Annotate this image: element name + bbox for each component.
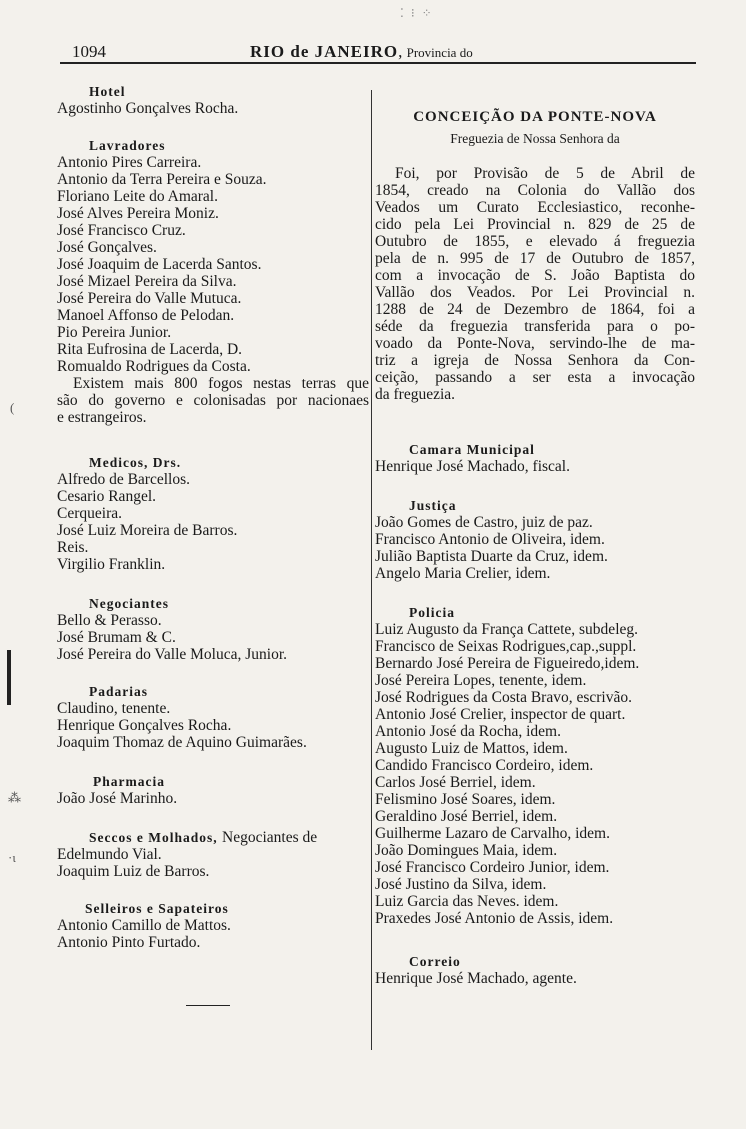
paragraph-line: com a invocação de S. João Baptista do (375, 267, 695, 284)
paragraph-line: voado da Ponte-Nova, servindo-lhe de ma- (375, 335, 695, 352)
section-heading-camara: Camara Municipal (409, 442, 535, 457)
list-item: Luiz Augusto da França Cattete, subdeleg. (375, 621, 639, 638)
list-item: Edelmundo Vial. (57, 846, 162, 863)
paragraph-line: Outubro de 1855, e elevado á freguezia (375, 233, 695, 250)
list-item: Henrique José Machado, agente. (375, 970, 577, 987)
list-item: Virgilio Franklin. (57, 556, 166, 573)
paragraph-line: pela de n. 995 de 17 de Outubro de 1857, (375, 250, 695, 267)
section-heading-negociantes: Negociantes (89, 596, 169, 611)
left-column (57, 83, 369, 951)
list-item: José Francisco Cruz. (57, 222, 186, 239)
list-item: Antonio Pires Carreira. (57, 154, 202, 171)
paragraph-line: cido pela Lei Provincial n. 829 de 25 de (375, 216, 695, 233)
paragraph-line: séde da freguezia transferida para o po- (375, 318, 695, 335)
list-policia (375, 621, 695, 927)
list-item: Luiz Garcia das Neves. idem. (375, 893, 559, 910)
list-item: José Pereira do Valle Moluca, Junior. (57, 646, 288, 663)
note-line: e estrangeiros. (57, 409, 147, 426)
list-pharmacia (57, 790, 369, 807)
list-item: José Pereira do Valle Mutuca. (57, 290, 242, 307)
section-heading-policia: Policia (409, 605, 455, 620)
paragraph-line: Veados um Curato Ecclesiastico, reconhe- (375, 199, 695, 216)
list-item: José Justino da Silva, idem. (375, 876, 547, 893)
list-item: Pio Pereira Junior. (57, 324, 172, 341)
list-item: Henrique José Machado, fiscal. (375, 458, 570, 475)
list-item: Antonio da Terra Pereira e Souza. (57, 171, 267, 188)
list-item: Manoel Affonso de Pelodan. (57, 307, 235, 324)
list-item: João José Marinho. (57, 790, 178, 807)
list-item: Francisco Antonio de Oliveira, idem. (375, 531, 605, 548)
list-hotel (57, 100, 369, 117)
column-divider (371, 90, 372, 1050)
list-item: Joaquim Thomaz de Aquino Guimarães. (57, 734, 307, 751)
list-item: Antonio José Crelier, inspector de quart. (375, 706, 626, 723)
list-item: Augusto Luiz de Mattos, idem. (375, 740, 568, 757)
list-item: Julião Baptista Duarte da Cruz, idem. (375, 548, 608, 565)
list-seccos (57, 846, 369, 880)
list-item: Rita Eufrosina de Lacerda, D. (57, 341, 243, 358)
paragraph-line: triz a igreja de Nossa Senhora da Con- (375, 352, 695, 369)
list-item: Henrique Gonçalves Rocha. (57, 717, 232, 734)
running-header (60, 36, 700, 64)
paragraph-line: Foi, por Provisão de 5 de Abril de (395, 165, 695, 182)
list-item: Bernardo José Pereira de Figueiredo,idem. (375, 655, 640, 672)
list-item: Francisco de Seixas Rodrigues,cap.,suppl. (375, 638, 637, 655)
section-heading-pharmacia: Pharmacia (93, 774, 165, 789)
list-item: José Rodrigues da Costa Bravo, escrivão. (375, 689, 632, 706)
margin-mark: ( (10, 400, 15, 415)
list-item: João Gomes de Castro, juiz de paz. (375, 514, 593, 531)
binding-mark (7, 650, 11, 705)
list-item: José Gonçalves. (57, 239, 157, 256)
page-number: 1094 (72, 42, 106, 61)
list-negociantes (57, 612, 369, 663)
parish-subtitle: Freguezia de Nossa Senhora da (450, 131, 620, 146)
province-label: Provincia do (406, 45, 473, 60)
note-line: Existem mais 800 fogos nestas terras que (73, 375, 369, 392)
section-heading-seccos (57, 829, 369, 846)
list-item: José Alves Pereira Moniz. (57, 205, 219, 222)
list-item: José Pereira Lopes, tenente, idem. (375, 672, 587, 689)
list-item: Floriano Leite do Amaral. (57, 188, 218, 205)
paragraph-line: 1854, creado na Colonia do Vallão dos (375, 182, 695, 199)
header-rule (60, 62, 696, 64)
note-line: são do governo e colonisadas por nacionaes (57, 392, 369, 409)
seccos-heading-suffix: Negociantes de (222, 829, 318, 846)
list-camara (375, 458, 695, 475)
list-item: Carlos José Berriel, idem. (375, 774, 536, 791)
list-item: Antonio Pinto Furtado. (57, 934, 201, 951)
list-item: Candido Francisco Cordeiro, idem. (375, 757, 594, 774)
paragraph-line: 1288 de 24 de Dezembro de 1864, foi a (375, 301, 695, 318)
note-lavradores (57, 375, 369, 426)
section-heading-correio: Correio (409, 954, 461, 969)
ink-smudge: ⁚ ⁝ ⁘ (400, 6, 434, 20)
list-item: Bello & Perasso. (57, 612, 162, 629)
list-item: Cerqueira. (57, 505, 122, 522)
paragraph-line: ceição, passando a ser esta a invocação (375, 369, 695, 386)
list-item: Geraldino José Berriel, idem. (375, 808, 558, 825)
list-item: Joaquim Luiz de Barros. (57, 863, 210, 880)
list-justica (375, 514, 695, 582)
section-heading-lavradores: Lavradores (89, 138, 166, 153)
list-selleiros (57, 917, 369, 951)
list-item: Cesario Rangel. (57, 488, 157, 505)
list-item: Alfredo de Barcellos. (57, 471, 190, 488)
list-item: Antonio Camillo de Mattos. (57, 917, 231, 934)
margin-mark: ⁂ (8, 790, 21, 805)
list-item: Praxedes José Antonio de Assis, idem. (375, 910, 614, 927)
list-medicos (57, 471, 369, 573)
section-heading-selleiros: Selleiros e Sapateiros (85, 901, 229, 916)
city-name: RIO de JANEIRO (250, 42, 399, 61)
paragraph-line: da freguezia. (375, 386, 456, 403)
running-title (250, 42, 473, 62)
list-correio (375, 970, 695, 987)
list-item: Agostinho Gonçalves Rocha. (57, 100, 239, 117)
list-item: José Francisco Cordeiro Junior, idem. (375, 859, 610, 876)
list-item: Felismino José Soares, idem. (375, 791, 556, 808)
list-item: Angelo Maria Crelier, idem. (375, 565, 551, 582)
paragraph-line: Vallão dos Veados. Por Lei Provincial n. (375, 284, 695, 301)
list-item: Antonio José da Rocha, idem. (375, 723, 561, 740)
list-lavradores (57, 154, 369, 375)
parish-title: CONCEIÇÃO DA PONTE-NOVA (413, 109, 657, 125)
section-end-rule (186, 1005, 230, 1006)
title-comma: , (398, 42, 407, 61)
section-heading-medicos: Medicos, Drs. (89, 455, 182, 470)
section-heading-padarias: Padarias (89, 684, 149, 699)
list-item: Claudino, tenente. (57, 700, 171, 717)
margin-mark: ·ɩ (8, 850, 16, 865)
section-heading-justica: Justiça (409, 498, 457, 513)
right-column (375, 83, 695, 987)
list-padarias (57, 700, 369, 751)
list-item: José Brumam & C. (57, 629, 176, 646)
list-item: Reis. (57, 539, 89, 556)
list-item: Romualdo Rodrigues da Costa. (57, 358, 251, 375)
list-item: José Luiz Moreira de Barros. (57, 522, 238, 539)
seccos-heading-label: Seccos e Molhados, (89, 830, 218, 845)
list-item: João Domingues Maia, idem. (375, 842, 558, 859)
list-item: José Joaquim de Lacerda Santos. (57, 256, 262, 273)
section-heading-hotel: Hotel (89, 84, 126, 99)
list-item: Guilherme Lazaro de Carvalho, idem. (375, 825, 610, 842)
list-item: José Mizael Pereira da Silva. (57, 273, 237, 290)
parish-history (375, 165, 695, 403)
